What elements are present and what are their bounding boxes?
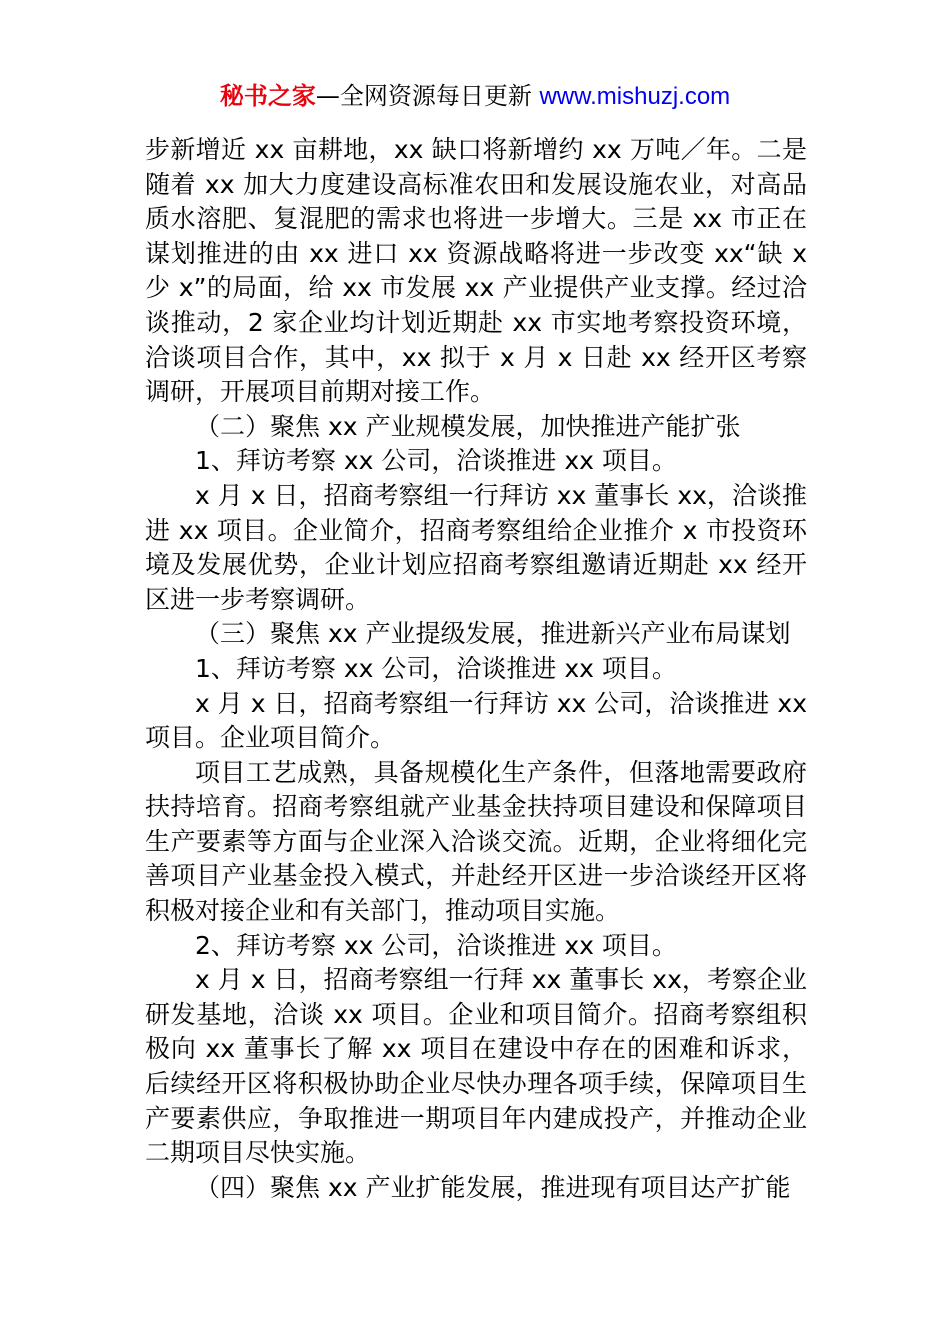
site-watermark-header [0,80,950,113]
paragraph-body: x 月 x 日，招商考察组一行拜访 xx 公司，洽谈推进 xx 项目。企业项目简介。 [145,688,807,753]
paragraph-body: x 月 x 日，招商考察组一行拜访 xx 董事长 xx，洽谈推进 xx 项目。企业简介，招商考察组给企业推介 x 市投资环境及发展优势，企业计划应招商考察组邀请近期赴 xx 经开区进一步考察调研。 [145,480,807,614]
paragraph-body: x 月 x 日，招商考察组一行拜 xx 董事长 xx，考察企业研发基地，洽谈 xx 项目。企业和项目简介。招商考察组积极向 xx 董事长了解 xx 项目在建设中存在的困难和诉求，后续经开区将积极协助企业尽快办理各项手续，保障项目生产要素供应，争取推进一期项目年内建成投产，并推动企业二期项目尽快实施。 [145,965,807,1168]
subheading-visit: 2、拜访考察 xx 公司，洽谈推进 xx 项目。 [195,930,677,960]
document-body [145,133,807,1205]
paragraph-continuation: 步新增近 xx 亩耕地，xx 缺口将新增约 xx 万吨／年。二是随着 xx 加大力度建设高标准农田和发展设施农业，对高品质水溶肥、复混肥的需求也将进一步增大。三是 xx 市正在谋划推进的由 xx 进口 xx 资源战略将进一步改变 xx“缺 x 少 x”的局面，给 xx 市发展 xx 产业提供产业支撑。经过洽谈推动，2 家企业均计划近期赴 xx 市实地考察投资环境，洽谈项目合作，其中，xx 拟于 x 月 x 日赴 xx 经开区考察调研，开展项目前期对接工作。 [145,135,807,407]
paragraph-body: 项目工艺成熟，具备规模化生产条件，但落地需要政府扶持培育。招商考察组就产业基金扶持项目建设和保障项目生产要素等方面与企业深入洽谈交流。近期，企业将细化完善项目产业基金投入模式，并赴经开区进一步洽谈经开区将积极对接企业和有关部门，推动项目实施。 [145,757,807,926]
site-tagline: —全网资源每日更新 [315,82,532,110]
subheading-visit: 1、拜访考察 xx 公司，洽谈推进 xx 项目。 [195,446,677,476]
site-brand-name: 秘书之家 [219,82,316,110]
section-heading-2: （二）聚焦 xx 产业规模发展，加快推进产能扩张 [195,411,741,441]
site-url-link[interactable]: www.mishuzj.com [539,83,731,110]
section-heading-4: （四）聚焦 xx 产业扩能发展，推进现有项目达产扩能 [195,1172,791,1202]
subheading-visit: 1、拜访考察 xx 公司，洽谈推进 xx 项目。 [195,653,677,683]
section-heading-3: （三）聚焦 xx 产业提级发展，推进新兴产业布局谋划 [195,619,791,649]
